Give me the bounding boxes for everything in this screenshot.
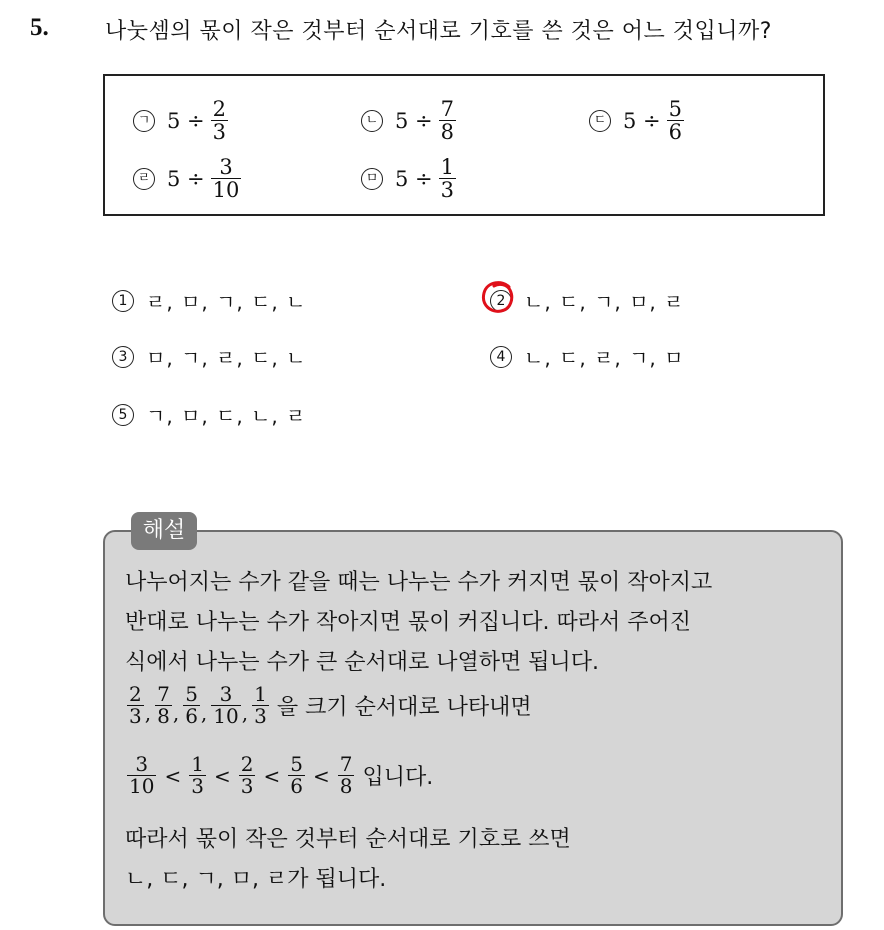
explanation-line: ㄴ, ㄷ, ㄱ, ㅁ, ㄹ가 됩니다.: [125, 867, 387, 892]
fraction: $\frac{5}{6}$: [185, 682, 198, 728]
fraction: $\frac{7}{8}$: [339, 752, 353, 798]
explanation-text: 입니다.: [362, 765, 434, 790]
choice-1[interactable]: [112, 286, 306, 315]
given-prefix: 5 ÷: [167, 166, 205, 191]
fraction: $\frac{7}{8}$: [157, 682, 170, 728]
fraction: $\frac{3}{10}$: [213, 682, 239, 728]
given-mark-circle: ㅁ: [361, 168, 383, 190]
given-prefix: 5 ÷: [395, 166, 433, 191]
choice-number: 5: [112, 404, 134, 426]
answer-circle-mark: [479, 278, 517, 316]
given-item-1: [133, 98, 228, 143]
fraction: $\frac{3}{10}$: [129, 752, 155, 798]
question-number: 5.: [30, 14, 49, 41]
given-fraction: $\frac{1}{3}$: [440, 155, 455, 203]
choice-number: 3: [112, 346, 134, 368]
ordered-fractions: $\frac{3}{10}$ < $\frac{1}{3}$ < $\frac{2}{3}$ < $\frac{5}{6}$ < $\frac{7}{8}$ 입니다.: [129, 752, 434, 798]
choice-sequence: ㄴ, ㄷ, ㄹ, ㄱ, ㅁ: [524, 346, 685, 370]
given-item-5: [361, 156, 456, 201]
given-fraction: $\frac{2}{3}$: [212, 97, 227, 145]
explanation-text: 을 크기 순서대로 나타내면: [276, 695, 532, 720]
choice-sequence: ㅁ, ㄱ, ㄹ, ㄷ, ㄴ: [146, 346, 307, 370]
given-item-4: [133, 156, 241, 201]
fraction: $\frac{5}{6}$: [290, 752, 303, 798]
fraction-list: $\frac{2}{3}$ , $\frac{7}{8}$ , $\frac{5}{6}$ , $\frac{3}{10}$ , $\frac{1}{3}$ 을 크기 순서대로 나타내면: [129, 682, 532, 728]
explanation-line: 반대로 나누는 수가 작아지면 몫이 커집니다. 따라서 주어진: [125, 610, 691, 635]
choice-sequence: ㄱ, ㅁ, ㄷ, ㄴ, ㄹ: [146, 404, 307, 428]
given-expressions-box: [103, 74, 825, 216]
given-prefix: 5 ÷: [623, 108, 661, 133]
choice-sequence: ㄹ, ㅁ, ㄱ, ㄷ, ㄴ: [146, 290, 307, 314]
given-mark-circle: ㄱ: [133, 110, 155, 132]
explanation-label: 해설: [131, 512, 197, 550]
fraction: $\frac{1}{3}$: [191, 752, 204, 798]
given-fraction: $\frac{7}{8}$: [440, 97, 455, 145]
fraction: $\frac{2}{3}$: [129, 682, 142, 728]
choice-sequence: ㄴ, ㄷ, ㄱ, ㅁ, ㄹ: [524, 290, 685, 314]
question-text: 나눗셈의 몫이 작은 것부터 순서대로 기호를 쓴 것은 어느 것입니까?: [105, 19, 772, 44]
fraction: $\frac{2}{3}$: [240, 752, 254, 798]
given-item-3: [589, 98, 684, 143]
given-mark-circle: ㄹ: [133, 168, 155, 190]
choice-5[interactable]: [112, 400, 306, 429]
choice-2[interactable]: [490, 286, 684, 315]
given-mark-circle: ㄷ: [589, 110, 611, 132]
given-fraction: $\frac{5}{6}$: [668, 97, 683, 145]
explanation-line: 식에서 나누는 수가 큰 순서대로 나열하면 됩니다.: [125, 650, 599, 675]
fraction: $\frac{1}{3}$: [254, 682, 267, 728]
given-prefix: 5 ÷: [395, 108, 433, 133]
given-fraction: $\frac{3}{10}$: [212, 155, 240, 203]
choice-number: 4: [490, 346, 512, 368]
choice-number: 2: [490, 290, 512, 312]
explanation-line: 따라서 몫이 작은 것부터 순서대로 기호로 쓰면: [125, 827, 571, 852]
choice-4[interactable]: [490, 342, 684, 371]
choice-number: 1: [112, 290, 134, 312]
given-item-2: [361, 98, 456, 143]
given-mark-circle: ㄴ: [361, 110, 383, 132]
given-prefix: 5 ÷: [167, 108, 205, 133]
choice-3[interactable]: [112, 342, 306, 371]
explanation-line: 나누어지는 수가 같을 때는 나누는 수가 커지면 몫이 작아지고: [125, 570, 713, 595]
